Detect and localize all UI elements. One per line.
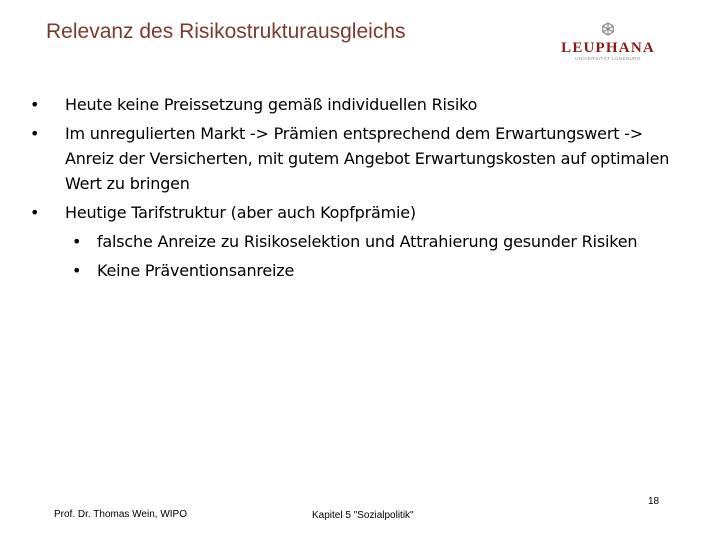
footer-chapter: Kapitel 5 "Sozialpolitik" <box>312 510 414 521</box>
bullet-item <box>30 121 670 196</box>
bullet-text: Im unregulierten Markt -> Prämien entsprechend dem Erwartungswert -> Anreiz der Versicherten, mit gutem Angebot Erwartungskosten auf optimalen Wert zu bringen <box>65 124 670 193</box>
page-number: 18 <box>648 496 660 507</box>
sub-bullet-text: Keine Präventionsanreize <box>97 261 295 280</box>
leuphana-logo <box>548 20 668 64</box>
sub-bullet-item <box>30 229 670 254</box>
leuphana-logo-icon <box>548 20 668 64</box>
bullet-marker: • <box>30 124 40 143</box>
bullet-text: Heutige Tarifstruktur (aber auch Kopfprämie) <box>65 203 416 222</box>
bullet-item <box>30 92 670 117</box>
bullet-marker: • <box>30 203 40 222</box>
sub-bullet-marker: • <box>72 232 82 251</box>
bullet-text: Heute keine Preissetzung gemäß individuellen Risiko <box>65 95 478 114</box>
sub-bullet-text: falsche Anreize zu Risikoselektion und Attrahierung gesunder Risiken <box>97 232 638 251</box>
logo-subtext: UNIVERSITÄT LÜNEBURG <box>575 56 641 61</box>
bullet-item <box>30 200 670 225</box>
slide-title: Relevanz des Risikostrukturausgleichs <box>46 20 406 43</box>
sub-bullet-marker: • <box>72 261 82 280</box>
footer-author: Prof. Dr. Thomas Wein, WIPO <box>54 509 187 520</box>
sub-bullet-item <box>30 258 670 283</box>
bullet-marker: • <box>30 95 40 114</box>
logo-wordmark: LEUPHANA <box>561 40 655 56</box>
bullet-list <box>30 92 670 287</box>
